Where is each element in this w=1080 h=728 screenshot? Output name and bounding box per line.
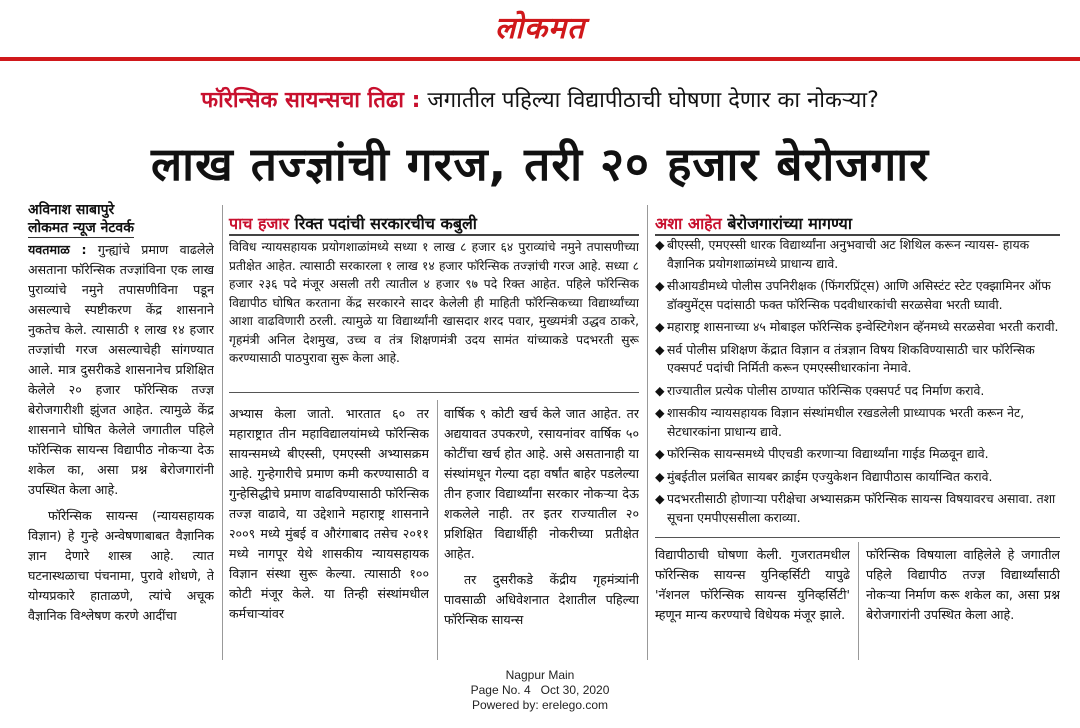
divider — [222, 205, 223, 660]
kicker-text: जगातील पहिल्या विद्यापीठाची घोषणा देणार का नोकऱ्या? — [420, 88, 879, 113]
demands-list — [655, 236, 1060, 531]
diamond-bullet-icon: ◆ — [655, 319, 665, 334]
col1-paragraph-1: गुन्ह्यांचे प्रमाण वाढलेले असताना फॉरेन्सिक तज्ज्ञांविना एक लाख पुराव्यांचे नमुने तपासणीविना पडून असल्याचे स्पष्टीकरण केंद्र शासनाने नुकतेच केले. त्यासाठी १ लाख १४ हजार तज्ज्ञांची गरज असल्याचेही सांगण्यात आले. मात्र दुसरीकडे शासनानेच प्रशिक्षित केलेले २० हजार फॉरेन्सिक तज्ज्ञ बेरोजगारीशी झुंजत आहेत. त्यामुळे केंद्र शासनाने घोषित केलेले जगातील पहिले फॉरेन्सिक सायन्स विद्यापीठ नोकऱ्या देऊ शकेल का, असा प्रश्न बेरोजगारांनी उपस्थित केला आहे. — [28, 242, 214, 497]
agency-name: लोकमत न्यूज नेटवर्क — [28, 220, 134, 236]
demand-item: ◆ सर्व पोलीस प्रशिक्षण केंद्रात विज्ञान व तंत्रज्ञान विषय शिकविण्यासाठी चार फॉरेन्सिक एक्सपर्ट पदांची निर्मिती करून एमएस्सीधारकांना नेमावे. — [655, 341, 1035, 375]
kicker-label: फॉरेन्सिक सायन्सचा तिढा : — [201, 88, 421, 113]
demand-item: ◆ सीआयडीमध्ये पोलीस उपनिरीक्षक (फिंगरप्रिंट्स) आणि असिस्टंट स्टेट एक्झामिनर ऑफ डॉक्युमेंट्स पदांसाठी फक्त फॉरेन्सिक पदवीधारकांची सरळसेवा भरती घ्यावी. — [655, 278, 1051, 312]
demand-item: ◆ फॉरेन्सिक सायन्समध्ये पीएचडी करणाऱ्या विद्यार्थ्यांना गाईड मिळवून द्यावे. — [655, 445, 1060, 464]
diamond-bullet-icon: ◆ — [655, 468, 665, 484]
author-name: अविनाश साबापुरे — [28, 202, 115, 218]
col1-paragraph-2: फॉरेन्सिक सायन्स (न्यायसहायक विज्ञान) हे गुन्हे अन्वेषणाबाबत वैज्ञानिक ज्ञान देणारे शास्त्र आहे. त्यात घटनास्थळाचा पंचनामा, पुरावे शोधणे, ते योग्यप्रकारे हाताळणे, त्यांचे अचूक वैज्ञानिक विश्लेषण करणे आदींचा — [28, 508, 214, 623]
divider — [858, 542, 859, 660]
vacancy-heading: पाच हजार रिक्त पदांची सरकारचीच कबुली — [229, 212, 639, 236]
diamond-bullet-icon: ◆ — [655, 405, 665, 420]
vacancy-text: विविध न्यायसहायक प्रयोगशाळांमध्ये सध्या १ लाख ८ हजार ६४ पुराव्यांचे नमुने तपासणीच्या प्रतीक्षेत आहेत. त्यासाठी सरकारला १ लाख १४ हजार फॉरेन्सिक तज्ज्ञांची गरज आहे. सध्या ८ हजार २३६ पदे मंजूर असली तरी त्यातील ४ हजार ९७ पदे रिक्त आहेत. पहिले फॉरेन्सिक विद्यापीठ घोषित करताना केंद्र सरकारने सादर केलेली ही माहिती फॉरेन्सिकच्या विद्यार्थ्यांच्या आशा वाढविणारी ठरली. त्यामुळे या विद्यार्थ्यांनी खासदार शरद पवार, मुख्यमंत्री उद्धव ठाकरे, गृहमंत्री अनिल देशमुख, उच्च व तंत्र शिक्षणमंत्री उदय सामंत यांच्याकडे पदभरती सुरू करण्यासाठी पाठपुरावा सुरू केला आहे. — [229, 240, 639, 365]
column-4: विद्यापीठाची घोषणा केली. गुजरातमधील फॉरेन्सिक सायन्स युनिव्हर्सिटी यापुढे 'नॅशनल फॉरेन्सिक सायन्स युनिव्हर्सिटी' म्हणून मान्य करण्याचे विधेयक मंजूर झाले. — [655, 547, 850, 622]
kicker — [0, 84, 1080, 114]
edition-name: Nagpur Main — [505, 668, 575, 682]
demand-item: ◆ राज्यातील प्रत्येक पोलीस ठाण्यात फॉरेन्सिक एक्सपर्ट पद निर्माण करावे. — [655, 382, 1060, 401]
divider — [647, 205, 648, 660]
demand-item: ◆ शासकीय न्यायसहायक विज्ञान संस्थांमधील रखडलेली प्राध्यापक भरती करून नेट, सेटधारकांना प्राधान्य द्यावे. — [655, 405, 1025, 439]
diamond-bullet-icon: ◆ — [655, 341, 665, 357]
demand-item: ◆ महाराष्ट्र शासनाच्या ४५ मोबाइल फॉरेन्सिक इन्वेस्टिगेशन व्हॅनमध्ये सरळसेवा भरती करावी. — [655, 318, 1060, 337]
diamond-bullet-icon: ◆ — [655, 278, 665, 293]
divider — [655, 537, 1060, 538]
divider — [437, 400, 438, 660]
column-5: फॉरेन्सिक विषयाला वाहिलेले हे जगातील पहिले विद्यापीठ तज्ज्ञ विद्यार्थ्यांसाठी नोकऱ्या निर्माण करू शकेल का, असा प्रश्न बेरोजगारांनी उपस्थित केला आहे. — [866, 547, 1060, 622]
diamond-bullet-icon: ◆ — [655, 237, 665, 252]
diamond-bullet-icon: ◆ — [655, 491, 665, 506]
masthead — [0, 0, 1080, 56]
headline: लाख तज्ज्ञांची गरज, तरी २० हजार बेरोजगार — [150, 137, 930, 191]
divider — [229, 392, 639, 393]
diamond-bullet-icon: ◆ — [655, 382, 665, 398]
demand-item: ◆ मुंबईतील प्रलंबित सायबर क्राईम एज्युकेशन विद्यापीठास कार्यान्वित करावे. — [655, 468, 1060, 487]
demand-item: ◆ बीएस्सी, एमएस्सी धारक विद्यार्थ्यांना अनुभवाची अट शिथिल करून न्यायस- हायक वैज्ञानिक प्रयोगशाळांमध्ये प्राधान्य द्यावे. — [655, 237, 1030, 271]
demand-item: ◆ पदभरतीसाठी होणाऱ्या परीक्षेचा अभ्यासक्रम फॉरेन्सिक सायन्स विषयावरच असावा. तशा सूचना एमपीएससीला कराव्या. — [655, 491, 1056, 525]
byline — [28, 201, 134, 238]
masthead-rule — [0, 57, 1080, 61]
column-2: अभ्यास केला जातो. भारतात ६० तर महाराष्ट्रात तीन महाविद्यालयांमध्ये फॉरेन्सिक सायन्समध्ये बीएस्सी, एमएस्सी अभ्यासक्रम आहे. गुन्हेगारीचे प्रमाण कमी करण्यासाठी व गुन्हेसिद्धीचे प्रमाण वाढविण्यासाठी फॉरेन्सिक तज्ज्ञ वाढावे, या उद्देशाने महाराष्ट्र शासनाने २००९ मध्ये मुंबई व औरंगाबाद तसेच २०११ मध्ये नागपूर येथे शासकीय न्यायसहायक विज्ञान संस्था सुरू केल्या. त्यासाठी १०० कोटी मंजूर केले. या तिन्ही संस्थांमधील कर्मचाऱ्यांवर — [229, 406, 429, 621]
lokmat-logo[interactable]: लोकमत — [494, 11, 586, 46]
powered-by-link[interactable]: Powered by: erelego.com — [471, 698, 609, 712]
diamond-bullet-icon: ◆ — [655, 446, 665, 461]
page-info: Page No. 4 Oct 30, 2020 — [470, 683, 610, 697]
column-3: वार्षिक ९ कोटी खर्च केले जात आहेत. तर अद्ययावत उपकरणे, रसायनांवर वार्षिक ५० कोटींचा खर्च होत आहे. असे असतानाही या संस्थांमधून गेल्या दहा वर्षांत बाहेर पडलेल्या तीन हजार विद्यार्थ्यांना सरकार नोकऱ्या देऊ शकलेले नाही. तर इतर राज्यातील २० प्रशिक्षित विद्यार्थीही नोकरीच्या प्रतीक्षेत आहेत. तर दुसरीकडे केंद्रीय गृहमंत्र्यांनी पावसाळी अधिवेशनात देशातील पहिल्या फॉरेन्सिक सायन्स — [444, 406, 639, 627]
column-1 — [28, 240, 214, 660]
demands-heading: अशा आहेत बेरोजगारांच्या मागण्या — [655, 212, 1060, 236]
footer — [0, 668, 1080, 713]
dateline: यवतमाळ : — [28, 242, 87, 257]
